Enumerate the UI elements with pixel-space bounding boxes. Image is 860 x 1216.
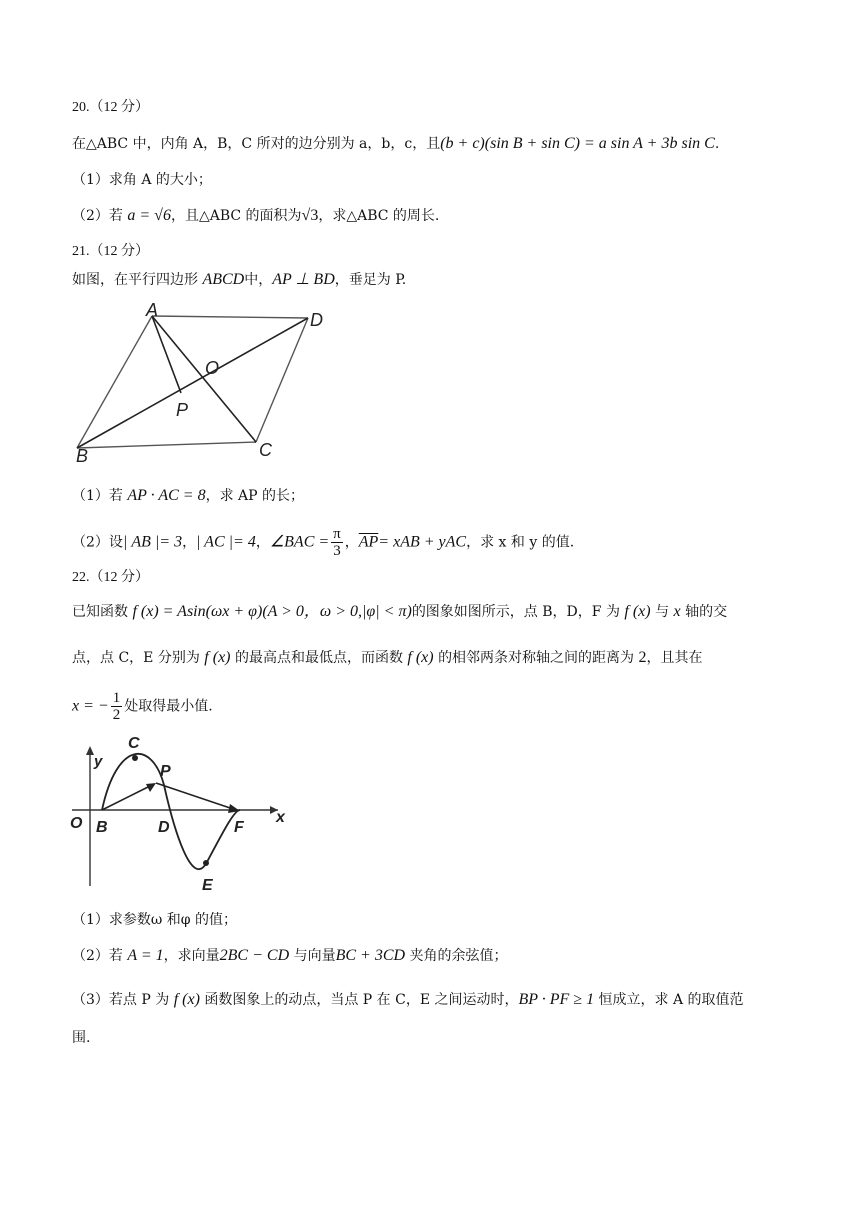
label-y: y: [94, 753, 103, 770]
vector-pf-arrowhead: [228, 804, 240, 813]
label-p: P: [176, 400, 189, 420]
label-o: O: [205, 358, 220, 378]
q22-stem-line1: [72, 602, 727, 622]
diagonal-bd: [77, 318, 308, 448]
q22-part2-text-b: ，求向量: [163, 948, 220, 964]
sine-graph-figure: [62, 730, 292, 896]
q22-stem2-text-b: 的最高点和最低点，而函数: [234, 650, 403, 666]
label-a: A: [146, 300, 159, 320]
label-b: B: [96, 819, 108, 836]
q22-min-denominator: 2: [112, 707, 121, 723]
edge-ad: [152, 316, 308, 318]
q20-part2-text-c: ，求△ABC 的周长.: [318, 208, 440, 224]
point-c: [132, 755, 138, 761]
q21-perpendicular-condition: AP ⊥ BD: [272, 271, 335, 288]
q22-part2: [72, 946, 508, 966]
q21-part2-sep2: ，: [255, 534, 270, 551]
q22-stem1-x: x: [673, 603, 681, 620]
q21-vector-ap: $\overline{AP}$: [358, 533, 379, 551]
q21-stem: [72, 270, 406, 290]
edge-bc: [77, 442, 256, 448]
label-o: O: [70, 815, 83, 832]
diagonal-ac: [152, 316, 256, 442]
q21-angle-fraction: [331, 526, 343, 559]
q21-vector-decomposition: = xAB + yAC: [378, 533, 467, 551]
q22-dot-product-inequality: BP · PF ≥ 1: [518, 991, 595, 1008]
q22-stem1-text-b: 的图象如图所示，点 B，D，F 为: [411, 604, 620, 620]
q22-vector-expression-1: 2BC − CD: [219, 947, 290, 964]
q22-part3-text-a: （3）若点 P 为: [72, 992, 170, 1008]
q20-stem-text: 在△ABC 中，内角 A，B，C 所对的边分别为 a，b，c，且: [72, 136, 441, 152]
q22-stem3-text-b: 处取得最小值.: [124, 698, 213, 715]
q22-part3-fx: f (x): [173, 991, 200, 1008]
q21-part2: [72, 526, 574, 559]
q22-stem1-text-a: 已知函数: [72, 604, 128, 620]
q20-side-a-value: a = √6: [127, 207, 171, 224]
q20-stem-end: .: [714, 136, 720, 152]
q21-part2-sep1: ，: [182, 534, 197, 551]
q22-stem1-text-d: 轴的交: [685, 604, 728, 620]
q21-part1-text-b: ，求 AP 的长；: [205, 488, 305, 504]
q22-function-definition: f (x) = Asin(ωx + φ)(A > 0，ω > 0,|φ| < π): [132, 603, 412, 620]
q22-part3-cont: 围.: [72, 1030, 91, 1046]
q22-stem-line2: [72, 648, 703, 668]
segment-ap: [152, 316, 181, 393]
q22-min-fraction: [111, 690, 123, 723]
q22-stem2-text-d: ，且其在: [646, 650, 703, 666]
q22-part2-text-c: 与向量: [293, 948, 336, 964]
q22-part2-text-a: （2）若: [72, 948, 123, 964]
y-axis-arrowhead: [86, 746, 94, 755]
q21-length-ab: | AB |= 3: [122, 533, 183, 551]
q21-part1-text-a: （1）若: [72, 488, 123, 504]
q20-area-value: √3: [301, 207, 319, 224]
q20-part1: （1）求角 A 的大小；: [72, 172, 212, 188]
label-d: D: [158, 819, 170, 836]
q22-part2-text-d: 夹角的余弦值；: [409, 948, 508, 964]
q21-stem-text-c: ，垂足为 P.: [334, 272, 407, 288]
q22-axis-distance: 2: [638, 649, 647, 666]
q21-angle-denominator: 3: [333, 543, 341, 559]
q21-header: 21.（12 分）: [72, 244, 149, 259]
label-c: C: [128, 735, 140, 752]
q20-condition-equation: (b + c)(sin B + sin C) = a sin A + 3b sin C: [440, 135, 715, 152]
q21-angle-numerator: π: [333, 526, 341, 542]
q22-min-x: x = −: [72, 697, 109, 715]
q21-part2-sep3: ，: [344, 534, 359, 551]
q22-stem2-fx-b: f (x): [407, 649, 434, 666]
q22-stem1-fx: f (x): [624, 603, 651, 620]
q22-part1: （1）求参数ω 和φ 的值；: [72, 912, 238, 928]
sine-curve: [102, 754, 240, 869]
q22-part3-text-b: 函数图象上的动点，当点 P 在 C，E 之间运动时，: [204, 992, 519, 1008]
q22-vector-expression-2: BC + 3CD: [335, 947, 406, 964]
q22-part3: [72, 990, 744, 1010]
q22-stem2-text-c: 的相邻两条对称轴之间的距离为: [438, 650, 635, 666]
label-b: B: [76, 446, 89, 466]
vector-pf: [156, 783, 236, 810]
label-d: D: [310, 310, 323, 330]
q22-amplitude-value: A = 1: [127, 947, 164, 964]
point-e: [203, 860, 209, 866]
label-f: F: [234, 819, 244, 836]
q21-part2-text-b: ，求 x 和 y 的值.: [466, 534, 575, 551]
q22-stem2-fx-a: f (x): [204, 649, 231, 666]
q20-part2-text-a: （2）若: [72, 208, 123, 224]
q20-stem: [72, 134, 719, 154]
q20-part2: [72, 206, 439, 226]
edge-dc: [256, 318, 308, 442]
q22-header: 22.（12 分）: [72, 570, 149, 585]
label-p: P: [160, 763, 171, 780]
q22-stem2-text-a: 点，点 C，E 分别为: [72, 650, 200, 666]
vector-bp: [102, 786, 150, 810]
label-e: E: [202, 877, 213, 894]
q21-length-ac: | AC |= 4: [196, 533, 256, 551]
label-x: x: [276, 809, 285, 826]
q21-stem-text-a: 如图，在平行四边形: [72, 272, 198, 288]
q22-min-numerator: 1: [112, 690, 121, 706]
q21-part1: [72, 486, 304, 506]
q21-angle-bac: ∠BAC =: [269, 533, 330, 551]
q20-header: 20.（12 分）: [72, 100, 149, 115]
q22-part3-text-c: 恒成立，求 A 的取值范: [598, 992, 744, 1008]
q21-stem-text-b: 中，: [244, 272, 273, 288]
q21-parallelogram-name: ABCD: [202, 271, 245, 288]
q22-stem1-text-c: 与: [655, 604, 670, 620]
q21-dot-product-condition: AP · AC = 8: [127, 487, 206, 504]
parallelogram-figure: [60, 296, 350, 470]
q20-part2-text-b: ，且△ABC 的面积为: [170, 208, 302, 224]
edge-ab: [77, 316, 152, 448]
q22-stem-line3: [72, 690, 213, 723]
q21-part2-text-a: （2）设: [72, 534, 123, 551]
label-c: C: [259, 440, 272, 460]
